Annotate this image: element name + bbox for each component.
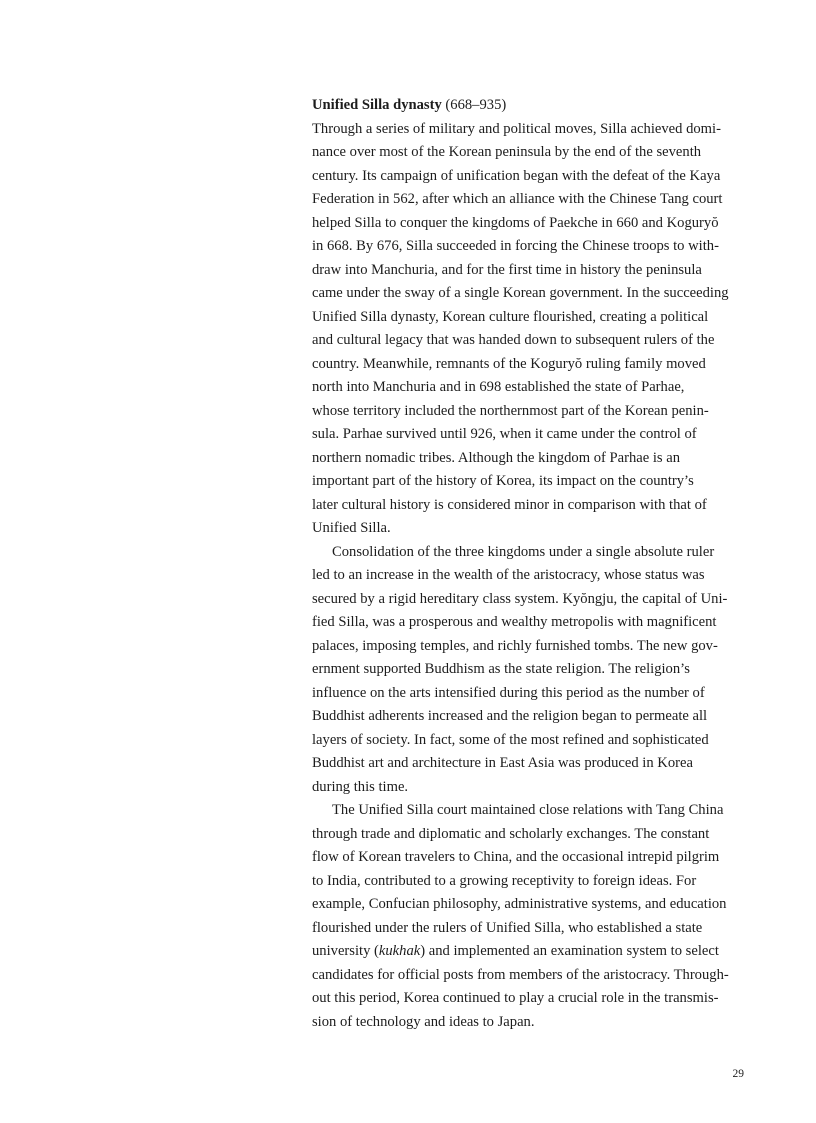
text-line: university (kukhak) and implemented an examination system to select <box>312 943 719 959</box>
text-line: secured by a rigid hereditary class system. Kyŏngju, the capital of Uni- <box>312 590 728 607</box>
text-line: to India, contributed to a growing receptivity to foreign ideas. For <box>312 872 697 889</box>
text-line: Through a series of military and political moves, Silla achieved domi- <box>312 120 721 137</box>
section-dates: (668–935) <box>445 97 507 113</box>
text-line: country. Meanwhile, remnants of the Koguryŏ ruling family moved <box>312 355 706 372</box>
text-line: out this period, Korea continued to play a crucial role in the transmis- <box>312 990 719 1006</box>
main-text-column <box>312 94 744 1034</box>
paragraph <box>312 799 744 1034</box>
text-line: draw into Manchuria, and for the first time in history the peninsula <box>312 261 702 278</box>
body-paragraphs <box>312 118 744 1035</box>
text-line: century. Its campaign of unification began with the defeat of the Kaya <box>312 167 721 184</box>
text-line: sion of technology and ideas to Japan. <box>312 1013 535 1030</box>
text-line: sula. Parhae survived until 926, when it came under the control of <box>312 426 697 442</box>
text-line: layers of society. In fact, some of the most refined and sophisticated <box>312 731 709 748</box>
text-line: Buddhist adherents increased and the religion began to permeate all <box>312 708 708 724</box>
text-line: palaces, imposing temples, and richly furnished tombs. The new gov- <box>312 637 718 654</box>
text-line: through trade and diplomatic and scholarly exchanges. The constant <box>312 825 710 842</box>
text-line: Consolidation of the three kingdoms under a single absolute ruler <box>332 543 715 560</box>
text-line: flow of Korean travelers to China, and the occasional intrepid pilgrim <box>312 849 720 865</box>
text-line: The Unified Silla court maintained close relations with Tang China <box>332 802 724 818</box>
italic-term: kukhak <box>378 943 421 959</box>
text-line: north into Manchuria and in 698 established the state of Parhae, <box>312 379 685 395</box>
text-line: Unified Silla. <box>312 520 391 536</box>
text-line: later cultural history is considered minor in comparison with that of <box>312 496 707 513</box>
text-line: fied Silla, was a prosperous and wealthy metropolis with magnificent <box>312 614 717 630</box>
text-line: flourished under the rulers of Unified Silla, who established a state <box>312 919 703 936</box>
text-line: whose territory included the northernmost part of the Korean penin- <box>312 402 709 419</box>
text-line: helped Silla to conquer the kingdoms of Paekche in 660 and Koguryŏ <box>312 214 719 231</box>
text-line: led to an increase in the wealth of the aristocracy, whose status was <box>312 567 705 583</box>
text-line: nance over most of the Korean peninsula by the end of the seventh <box>312 144 702 160</box>
text-line: Unified Silla dynasty, Korean culture flourished, creating a political <box>312 308 709 325</box>
text-line: influence on the arts intensified during this period as the number of <box>312 684 705 701</box>
paragraph <box>312 118 744 541</box>
text-line: came under the sway of a single Korean government. In the succeeding <box>312 285 729 301</box>
text-line: Federation in 562, after which an alliance with the Chinese Tang court <box>312 191 723 207</box>
text-line: ernment supported Buddhism as the state religion. The religion’s <box>312 661 690 677</box>
text-line: important part of the history of Korea, its impact on the country’s <box>312 473 694 489</box>
text-line: northern nomadic tribes. Although the kingdom of Parhae is an <box>312 449 681 466</box>
text-line: and cultural legacy that was handed down to subsequent rulers of the <box>312 332 715 348</box>
text-line: Buddhist art and architecture in East Asia was produced in Korea <box>312 755 693 771</box>
text-line: in 668. By 676, Silla succeeded in forcing the Chinese troops to with- <box>312 238 719 254</box>
text-line: candidates for official posts from members of the aristocracy. Through- <box>312 966 729 983</box>
page-number: 29 <box>732 1068 744 1080</box>
section-heading <box>312 94 744 118</box>
section-title: Unified Silla dynasty <box>312 97 442 113</box>
text-line: during this time. <box>312 778 409 795</box>
text-line: example, Confucian philosophy, administrative systems, and education <box>312 896 727 912</box>
paragraph <box>312 541 744 800</box>
